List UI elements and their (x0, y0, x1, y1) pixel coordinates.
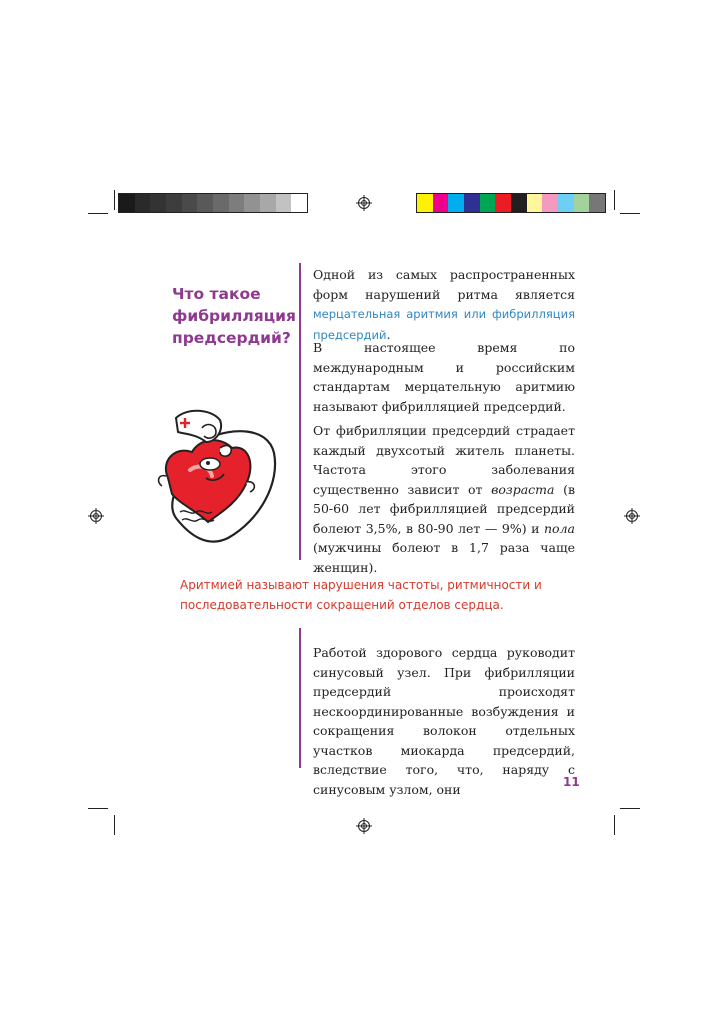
paragraph-intro (313, 265, 575, 345)
color-calibration-bar (416, 193, 606, 213)
color-swatch (511, 194, 527, 212)
prevalence-text-a: От фибрилляции предсердий страдает каждый двухсотый житель планеты. Частота этого заболевания существенно зависит от (313, 423, 575, 497)
registration-mark-icon (88, 508, 104, 524)
heading-line-1: Что такое (172, 285, 261, 303)
heart-nurse-illustration (150, 408, 282, 548)
color-swatch (276, 194, 292, 212)
heading-line-3: предсердий? (172, 329, 291, 347)
crop-mark-top-right-h (620, 213, 640, 214)
crop-mark-bottom-left-v (114, 815, 115, 835)
color-swatch (558, 194, 574, 212)
color-swatch (495, 194, 511, 212)
crop-mark-top-right-v (614, 190, 615, 210)
color-swatch (182, 194, 198, 212)
crop-mark-bottom-left-h (88, 808, 108, 809)
color-swatch (229, 194, 245, 212)
prevalence-sex: пола (544, 520, 575, 536)
intro-end: . (386, 326, 391, 342)
vertical-rule-bottom (299, 628, 301, 768)
color-swatch (291, 194, 307, 212)
color-swatch (542, 194, 558, 212)
highlight-term: мерцательная аритмия или фибрилляция предсердий (313, 307, 575, 342)
heading-line-2: фибрилляция (172, 307, 296, 325)
grayscale-calibration-bar (118, 193, 308, 213)
color-swatch (433, 194, 449, 212)
definition-callout: Аритмией называют нарушения частоты, ритмичности и последовательности сокращений отделов сердца. (180, 578, 542, 612)
color-swatch (448, 194, 464, 212)
prevalence-text-b: (в 50-60 лет фибрилляцией предсердий болеют 3,5%, в 80-90 лет — 9%) и (313, 481, 575, 536)
color-swatch (574, 194, 590, 212)
paragraph-sinus-node: Работой здорового сердца руководит синусовый узел. При фибрилляции предсердий происходят нескоординированные возбуждения и сокращения волокон отдельных участков миокарда предсердий, вследствие того, что, наряду с синусовым узлом, они (313, 645, 575, 797)
color-swatch (135, 194, 151, 212)
color-swatch (589, 194, 605, 212)
color-swatch (527, 194, 543, 212)
crop-mark-bottom-right-h (620, 808, 640, 809)
crop-mark-bottom-right-v (614, 815, 615, 835)
color-swatch (166, 194, 182, 212)
section-heading (172, 283, 302, 349)
registration-mark-icon (356, 195, 372, 211)
crop-mark-top-left-h (88, 213, 108, 214)
intro-text: Одной из самых распространенных форм нарушений ритма является (313, 267, 575, 302)
color-swatch (119, 194, 135, 212)
color-swatch (213, 194, 229, 212)
paragraph-standards: В настоящее время по международным и российским стандартам мерцательную аритмию называют фибрилляцией предсердий. (313, 340, 575, 414)
color-swatch (464, 194, 480, 212)
color-swatch (480, 194, 496, 212)
page-number: 11 (563, 775, 580, 789)
prevalence-text-c: (мужчины болеют в 1,7 раза чаще женщин). (313, 540, 575, 575)
color-swatch (417, 194, 433, 212)
color-swatch (244, 194, 260, 212)
color-swatch (260, 194, 276, 212)
registration-mark-icon (624, 508, 640, 524)
color-swatch (197, 194, 213, 212)
prevalence-age: возраста (491, 481, 555, 497)
color-swatch (150, 194, 166, 212)
registration-mark-icon (356, 818, 372, 834)
paragraph-prevalence (313, 421, 575, 577)
vertical-rule-top (299, 263, 301, 560)
crop-mark-top-left-v (114, 190, 115, 210)
